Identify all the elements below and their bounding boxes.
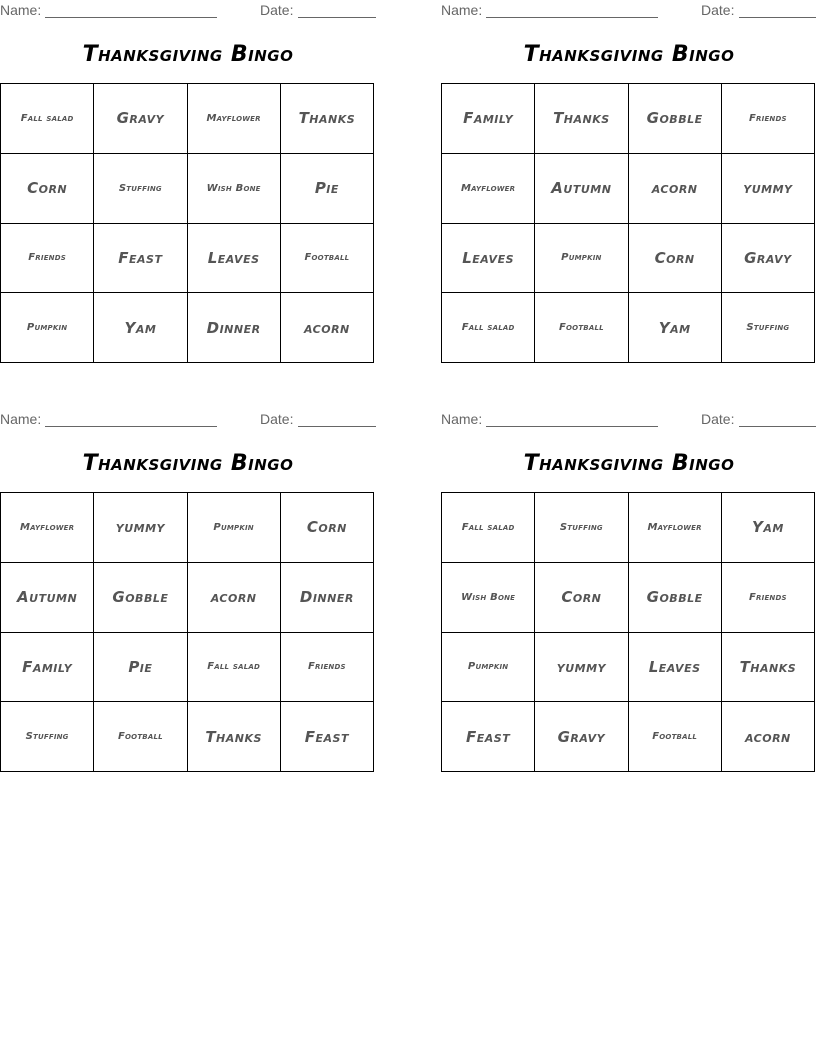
bingo-cell[interactable]: Feast bbox=[442, 702, 535, 772]
bingo-cell[interactable]: Fall salad bbox=[442, 493, 535, 563]
bingo-cell[interactable]: Autumn bbox=[535, 154, 628, 224]
bingo-cell[interactable]: Football bbox=[535, 293, 628, 363]
bingo-cell[interactable]: Corn bbox=[281, 493, 374, 563]
bingo-cell[interactable]: Feast bbox=[94, 224, 187, 294]
date-field-line[interactable] bbox=[739, 426, 816, 427]
bingo-cell[interactable]: Gravy bbox=[722, 224, 815, 294]
name-date-line bbox=[0, 2, 376, 20]
bingo-cell[interactable]: Leaves bbox=[629, 633, 722, 703]
bingo-cell[interactable]: Thanks bbox=[188, 702, 281, 772]
date-field-line[interactable] bbox=[739, 17, 816, 18]
bingo-cell[interactable]: Stuffing bbox=[1, 702, 94, 772]
date-field-line[interactable] bbox=[298, 17, 376, 18]
bingo-cell[interactable]: acorn bbox=[281, 293, 374, 363]
bingo-cell[interactable]: Pumpkin bbox=[535, 224, 628, 294]
name-label: Name: bbox=[0, 2, 42, 18]
bingo-cell[interactable]: Friends bbox=[722, 84, 815, 154]
name-field-line[interactable] bbox=[486, 17, 658, 18]
bingo-cell[interactable]: Pie bbox=[94, 633, 187, 703]
card-title: Thanksgiving Bingo bbox=[82, 42, 294, 67]
bingo-cell[interactable]: Stuffing bbox=[722, 293, 815, 363]
bingo-cell[interactable]: Dinner bbox=[188, 293, 281, 363]
bingo-cell[interactable]: acorn bbox=[188, 563, 281, 633]
bingo-cell[interactable]: Gobble bbox=[94, 563, 187, 633]
bingo-cell[interactable]: yummy bbox=[722, 154, 815, 224]
bingo-cell[interactable]: Leaves bbox=[188, 224, 281, 294]
bingo-cell[interactable]: Fall salad bbox=[442, 293, 535, 363]
bingo-cell[interactable]: Fall salad bbox=[188, 633, 281, 703]
date-label: Date: bbox=[260, 411, 294, 427]
card-title: Thanksgiving Bingo bbox=[523, 42, 735, 67]
bingo-cell[interactable]: Wish Bone bbox=[188, 154, 281, 224]
card-title: Thanksgiving Bingo bbox=[82, 451, 294, 476]
bingo-cell[interactable]: yummy bbox=[94, 493, 187, 563]
name-field-line[interactable] bbox=[45, 426, 217, 427]
bingo-cell[interactable]: Mayflower bbox=[629, 493, 722, 563]
date-label: Date: bbox=[701, 411, 735, 427]
bingo-cell[interactable]: Stuffing bbox=[535, 493, 628, 563]
name-date-line bbox=[441, 411, 816, 429]
bingo-cell[interactable]: Thanks bbox=[281, 84, 374, 154]
bingo-cell[interactable]: Corn bbox=[1, 154, 94, 224]
bingo-cell[interactable]: Friends bbox=[281, 633, 374, 703]
bingo-cell[interactable]: Football bbox=[281, 224, 374, 294]
bingo-cell[interactable]: Leaves bbox=[442, 224, 535, 294]
bingo-cell[interactable]: Wish Bone bbox=[442, 563, 535, 633]
bingo-cell[interactable]: Dinner bbox=[281, 563, 374, 633]
card-title: Thanksgiving Bingo bbox=[523, 451, 735, 476]
bingo-cell[interactable]: Pumpkin bbox=[1, 293, 94, 363]
bingo-cell[interactable]: Gravy bbox=[94, 84, 187, 154]
bingo-cell[interactable]: Pumpkin bbox=[188, 493, 281, 563]
name-label: Name: bbox=[0, 411, 42, 427]
bingo-cell[interactable]: Mayflower bbox=[442, 154, 535, 224]
bingo-cell[interactable]: Corn bbox=[535, 563, 628, 633]
bingo-cell[interactable]: Football bbox=[94, 702, 187, 772]
bingo-cell[interactable]: Football bbox=[629, 702, 722, 772]
bingo-cell[interactable]: Corn bbox=[629, 224, 722, 294]
bingo-cell[interactable]: Yam bbox=[629, 293, 722, 363]
bingo-cell[interactable]: Friends bbox=[1, 224, 94, 294]
name-date-line bbox=[441, 2, 816, 20]
bingo-cell[interactable]: Autumn bbox=[1, 563, 94, 633]
name-label: Name: bbox=[441, 2, 483, 18]
bingo-cell[interactable]: Feast bbox=[281, 702, 374, 772]
bingo-cell[interactable]: Mayflower bbox=[188, 84, 281, 154]
name-label: Name: bbox=[441, 411, 483, 427]
bingo-cell[interactable]: Pumpkin bbox=[442, 633, 535, 703]
bingo-cell[interactable]: Mayflower bbox=[1, 493, 94, 563]
date-field-line[interactable] bbox=[298, 426, 376, 427]
bingo-cell[interactable]: Yam bbox=[722, 493, 815, 563]
bingo-cell[interactable]: Gobble bbox=[629, 84, 722, 154]
bingo-cell[interactable]: Gobble bbox=[629, 563, 722, 633]
date-label: Date: bbox=[260, 2, 294, 18]
bingo-grid bbox=[0, 492, 374, 772]
bingo-cell[interactable]: yummy bbox=[535, 633, 628, 703]
name-date-line bbox=[0, 411, 376, 429]
bingo-cell[interactable]: Family bbox=[1, 633, 94, 703]
name-field-line[interactable] bbox=[45, 17, 217, 18]
bingo-cell[interactable]: Fall salad bbox=[1, 84, 94, 154]
bingo-cell[interactable]: Stuffing bbox=[94, 154, 187, 224]
bingo-grid bbox=[441, 492, 815, 772]
bingo-cell[interactable]: Thanks bbox=[722, 633, 815, 703]
bingo-grid bbox=[0, 83, 374, 363]
bingo-cell[interactable]: Gravy bbox=[535, 702, 628, 772]
bingo-cell[interactable]: acorn bbox=[629, 154, 722, 224]
bingo-cell[interactable]: Pie bbox=[281, 154, 374, 224]
bingo-cell[interactable]: Yam bbox=[94, 293, 187, 363]
bingo-grid bbox=[441, 83, 815, 363]
bingo-cell[interactable]: Family bbox=[442, 84, 535, 154]
bingo-cell[interactable]: Friends bbox=[722, 563, 815, 633]
bingo-cell[interactable]: acorn bbox=[722, 702, 815, 772]
bingo-cell[interactable]: Thanks bbox=[535, 84, 628, 154]
name-field-line[interactable] bbox=[486, 426, 658, 427]
date-label: Date: bbox=[701, 2, 735, 18]
